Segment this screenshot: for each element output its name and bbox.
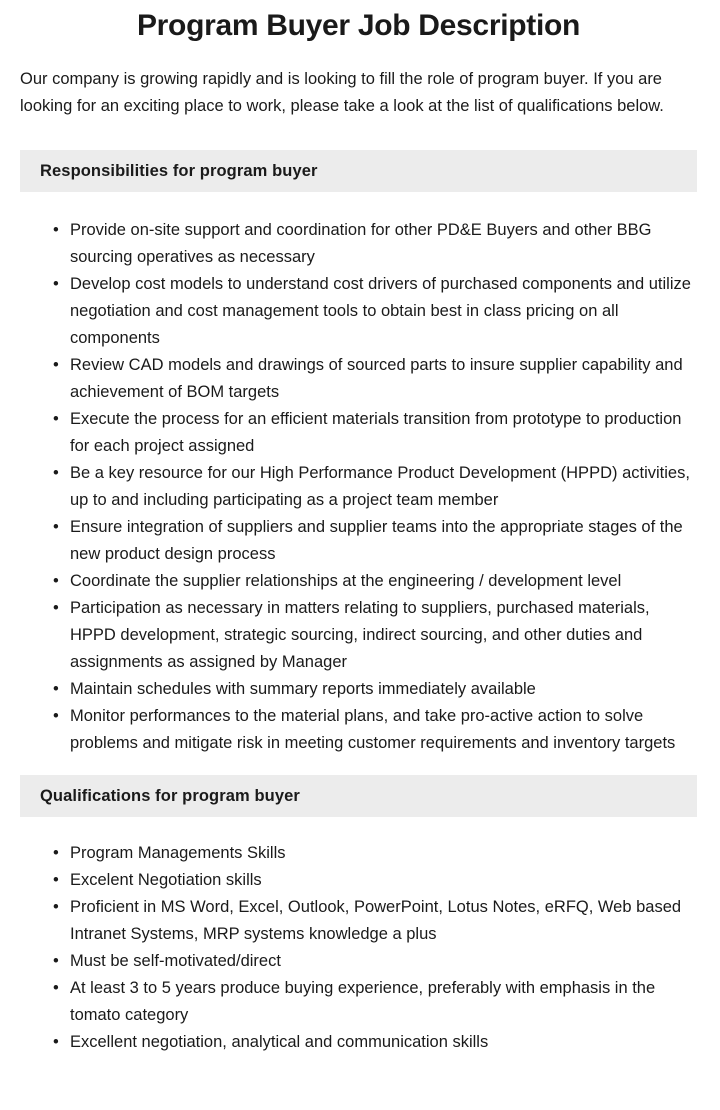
list-item: • Excelent Negotiation skills <box>70 867 697 894</box>
responsibilities-heading: Responsibilities for program buyer <box>20 150 697 192</box>
intro-paragraph: Our company is growing rapidly and is looking to fill the role of program buyer. If you are looking for an exciting place to work, please take a look at the list of qualifications below. <box>20 70 664 115</box>
section-responsibilities <box>20 150 697 757</box>
list-item: • Provide on-site support and coordination for other PD&E Buyers and other BBG sourcing operatives as necessary <box>70 217 697 271</box>
list-item: • Participation as necessary in matters relating to suppliers, purchased materials, HPPD development, strategic sourcing, indirect sourcing, and other duties and assignments as assigned by Manager <box>70 595 697 676</box>
section-qualifications <box>20 775 697 1056</box>
list-item: • Be a key resource for our High Performance Product Development (HPPD) activities, up to and including participating as a project team member <box>70 460 697 514</box>
list-item: • Program Managements Skills <box>70 840 697 867</box>
list-item: • Review CAD models and drawings of sourced parts to insure supplier capability and achievement of BOM targets <box>70 352 697 406</box>
list-item: • Execute the process for an efficient materials transition from prototype to production for each project assigned <box>70 406 697 460</box>
qualifications-heading: Qualifications for program buyer <box>20 775 697 817</box>
list-item: • Proficient in MS Word, Excel, Outlook, PowerPoint, Lotus Notes, eRFQ, Web based Intranet Systems, MRP systems knowledge a plus <box>70 894 697 948</box>
list-item: • Develop cost models to understand cost drivers of purchased components and utilize negotiation and cost management tools to obtain best in class pricing on all components <box>70 271 697 352</box>
qualifications-list <box>20 840 697 1056</box>
list-item: • Coordinate the supplier relationships at the engineering / development level <box>70 568 697 595</box>
list-item: • Must be self-motivated/direct <box>70 948 697 975</box>
list-item: • Excellent negotiation, analytical and communication skills <box>70 1029 697 1056</box>
list-item: • Maintain schedules with summary reports immediately available <box>70 676 697 703</box>
responsibilities-list <box>20 217 697 757</box>
page-title: Program Buyer Job Description <box>136 9 581 42</box>
list-item: • At least 3 to 5 years produce buying experience, preferably with emphasis in the tomato category <box>70 975 697 1029</box>
list-item: • Ensure integration of suppliers and supplier teams into the appropriate stages of the new product design process <box>70 514 697 568</box>
list-item: • Monitor performances to the material plans, and take pro-active action to solve problems and mitigate risk in meeting customer requirements and inventory targets <box>70 703 697 757</box>
